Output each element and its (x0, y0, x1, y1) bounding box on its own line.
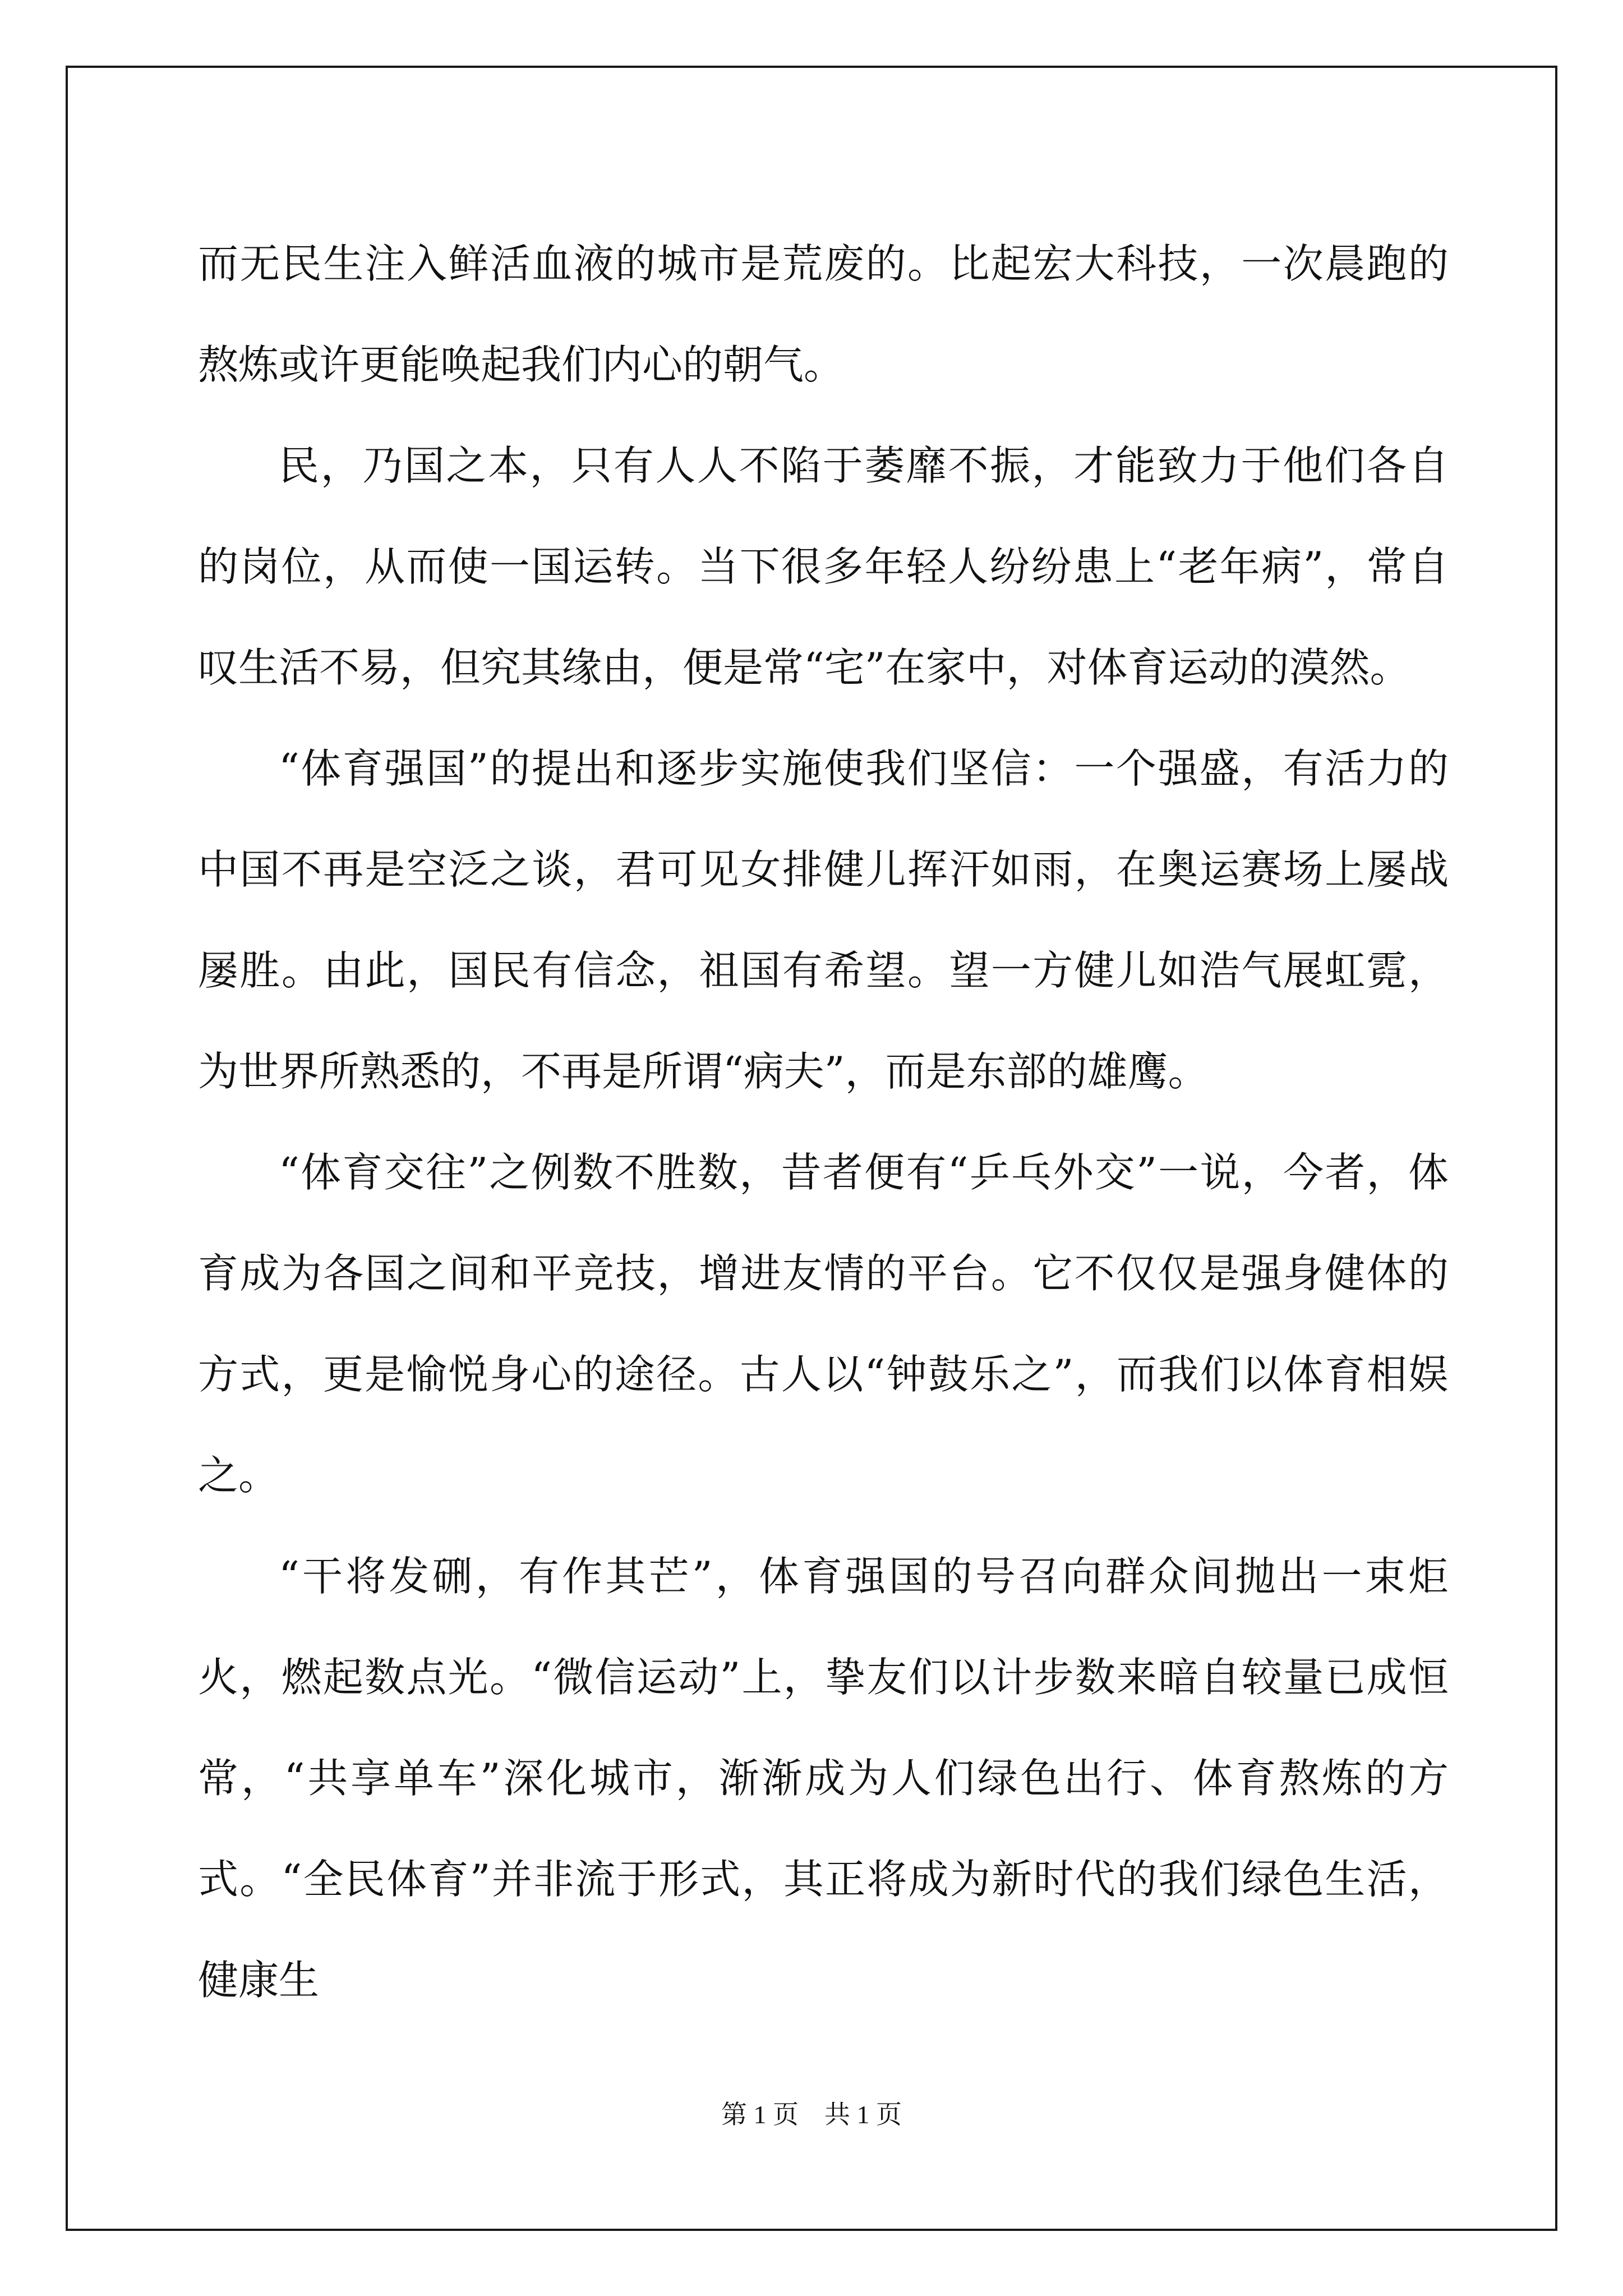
paragraph-4: “体育交往”之例数不胜数，昔者便有“乒乓外交”一说，今者，体育成为各国之间和平竞技，增进友情的平台。它不仅仅是强身健体的方式，更是愉悦身心的途径。古人以“钟鼓乐之”，而我们以体育相娱之。 (198, 1149, 1449, 1499)
paragraph-5: “干将发硎，有作其芒”，体育强国的号召向群众间抛出一束炬火，燃起数点光。“微信运动”上，挚友们以计步数来暗自较量已成恒常，“共享单车”深化城市，渐渐成为人们绿色出行、体育熬炼的方式。“全民体育”并非流于形式，其正将成为新时代的我们绿色生活，健康生 (198, 1553, 1449, 2004)
paragraph-2: 民，乃国之本，只有人人不陷于萎靡不振，才能致力于他们各自的岗位，从而使一国运转。当下很多年轻人纷纷患上“老年病”，常自叹生活不易，但究其缘由，便是常“宅”在家中，对体育运动的漠然。 (198, 442, 1449, 691)
document-body (198, 213, 1449, 2031)
paragraph-3: “体育强国”的提出和逐步实施使我们坚信：一个强盛，有活力的中国不再是空泛之谈，君可见女排健儿挥汗如雨，在奥运赛场上屡战屡胜。由此，国民有信念，祖国有希望。望一方健儿如浩气展虹霓，为世界所熟悉的，不再是所谓“病夫”，而是东部的雄鹰。 (198, 745, 1449, 1095)
page-number-footer: 第 1 页 共 1 页 (721, 2100, 902, 2129)
paragraph-1: 而无民生注入鲜活血液的城市是荒废的。比起宏大科技，一次晨跑的熬炼或许更能唤起我们内心的朝气。 (198, 240, 1449, 388)
